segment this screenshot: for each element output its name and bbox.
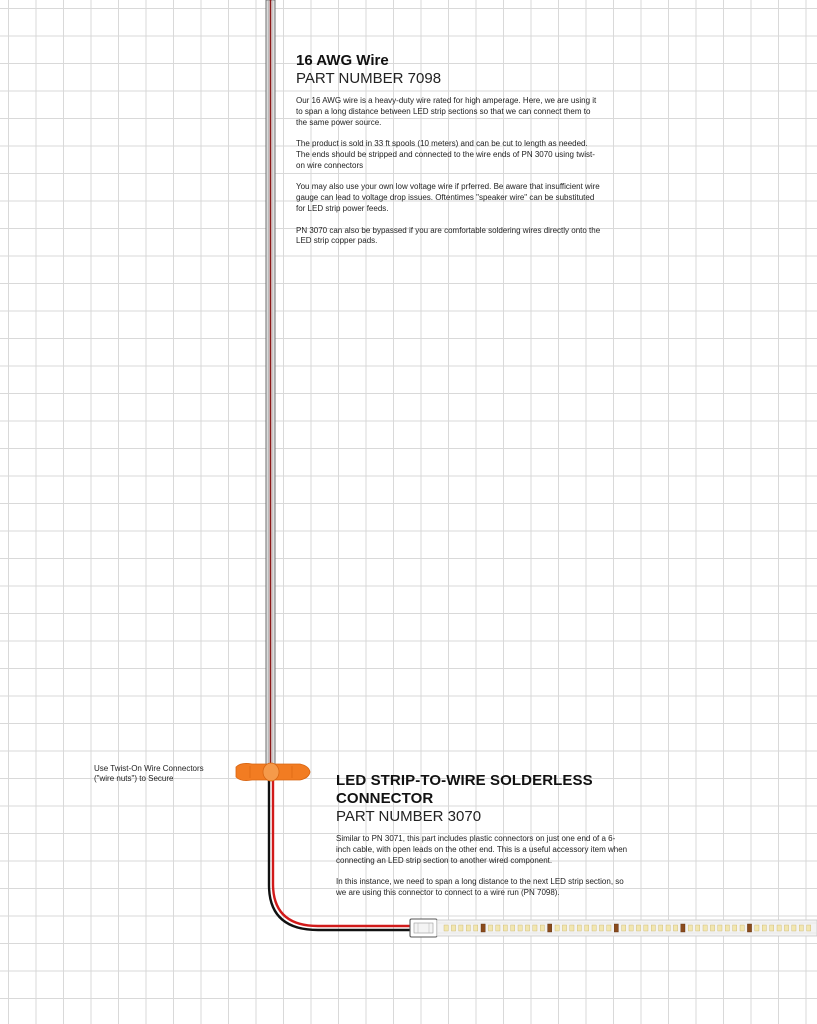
strip-led [696, 925, 700, 931]
strip-led [792, 925, 796, 931]
strip-led [733, 925, 737, 931]
strip-led [518, 925, 522, 931]
strip-led [755, 925, 759, 931]
strip-led [466, 925, 470, 931]
strip-led [503, 925, 507, 931]
strip-led [577, 925, 581, 931]
strip-led [799, 925, 803, 931]
strip-led [725, 925, 729, 931]
wire-nut-icon [236, 763, 310, 781]
strip-led [807, 925, 811, 931]
strip-led [770, 925, 774, 931]
wire-paragraph: PN 3070 can also be bypassed if you are comfortable soldering wires directly onto the LED strip copper pads. [296, 225, 601, 246]
strip-led [496, 925, 500, 931]
strip-led [784, 925, 788, 931]
strip-led [459, 925, 463, 931]
strip-resistor [481, 924, 485, 932]
wire-title: 16 AWG Wire [296, 52, 389, 69]
strip-led [533, 925, 537, 931]
strip-led [451, 925, 455, 931]
strip-led [762, 925, 766, 931]
strip-led [511, 925, 515, 931]
connector-info-block [336, 772, 628, 910]
strip-resistor [614, 924, 618, 932]
strip-led [636, 925, 640, 931]
strip-led [622, 925, 626, 931]
strip-resistor [681, 924, 685, 932]
strip-led [607, 925, 611, 931]
strip-led [666, 925, 670, 931]
led-strip-icon [437, 920, 817, 936]
strip-led [718, 925, 722, 931]
strip-led [525, 925, 529, 931]
strip-led [562, 925, 566, 931]
connector-part-number: PART NUMBER 3070 [336, 808, 482, 825]
strip-led [540, 925, 544, 931]
wire-paragraph: Our 16 AWG wire is a heavy-duty wire rated for high amperage. Here, we are using it to span a long distance between LED strip sections so that we can connect them to the same power source. [296, 96, 597, 127]
wire-paragraph: You may also use your own low voltage wire if prferred. Be aware that insufficient wire gauge can lead to voltage drop issues. Oftentimes "speaker wire" can be substituted for LED strip power feeds. [296, 182, 600, 213]
twist-note-line: Use Twist-On Wire Connectors [94, 764, 204, 773]
twist-connector-note [94, 764, 234, 784]
twist-note-line: ("wire nuts") to Secure [94, 774, 174, 783]
wire-paragraph: The product is sold in 33 ft spools (10 meters) and can be cut to length as needed. The ends should be stripped and connected to the wire ends of PN 3070 using twist-on wire connectors [296, 139, 595, 170]
connector-title: LED STRIP-TO-WIRE SOLDERLESS CONNECTOR [336, 772, 593, 807]
strip-led [488, 925, 492, 931]
strip-led [703, 925, 707, 931]
strip-resistor [548, 924, 552, 932]
strip-led [629, 925, 633, 931]
strip-led [659, 925, 663, 931]
strip-connector-icon [410, 919, 437, 937]
connector-paragraph: In this instance, we need to span a long distance to the next LED strip section, so we are using this connector to connect to a wire run (PN 7098). [336, 877, 624, 897]
wire-run-7098 [266, 0, 275, 768]
strip-resistor [747, 924, 751, 932]
strip-led [599, 925, 603, 931]
strip-led [555, 925, 559, 931]
strip-led [740, 925, 744, 931]
strip-led [651, 925, 655, 931]
strip-led [673, 925, 677, 931]
wire-info-block [296, 52, 601, 258]
strip-led [644, 925, 648, 931]
strip-led [585, 925, 589, 931]
strip-led [777, 925, 781, 931]
strip-led [688, 925, 692, 931]
strip-led [444, 925, 448, 931]
strip-led [710, 925, 714, 931]
strip-led [570, 925, 574, 931]
strip-led [474, 925, 478, 931]
wire-part-number: PART NUMBER 7098 [296, 70, 442, 87]
strip-led [592, 925, 596, 931]
connector-paragraph: Similar to PN 3071, this part includes plastic connectors on just one end of a 6-inch cable, with open leads on the other end. This is a useful accessory item when connecting an LED strip section to another wired component. [336, 834, 628, 865]
